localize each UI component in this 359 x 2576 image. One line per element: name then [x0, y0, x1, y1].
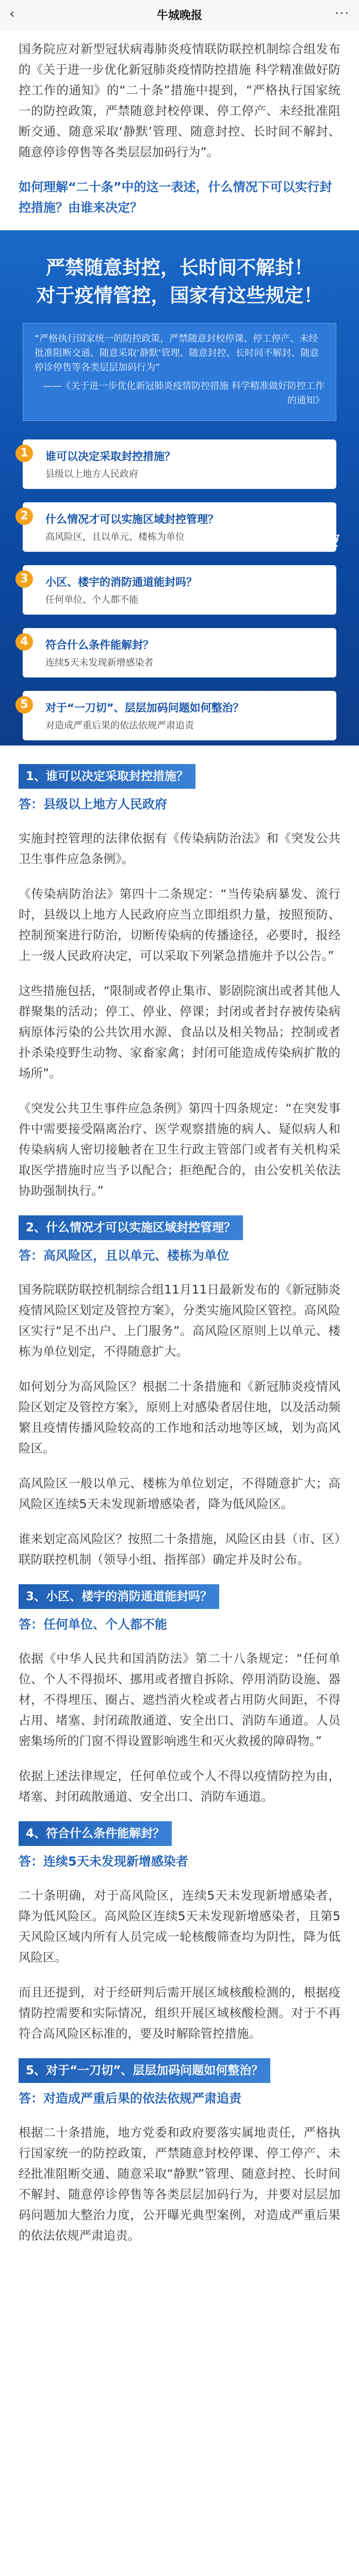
qa-answer: 连续5天未发现新增感染者	[45, 657, 154, 668]
section-paragraph: 而且还提到，对于经研判后需开展区域核酸检测的，根据疫情防控需要和实际情况，组织开展区域核酸检测。对于不再符合高风险区标准的，要及时解除管控措施。	[19, 1985, 340, 2041]
section-4	[19, 1821, 340, 2044]
back-icon[interactable]: ‹	[9, 6, 15, 22]
section-answer: 答：任何单位、个人都不能	[19, 1617, 167, 1632]
page-title: 牛城晚报	[156, 9, 202, 22]
poster-headline-line-1: 严禁随意封控，长时间不解封！	[46, 257, 313, 279]
poster-qa-item	[20, 691, 336, 740]
section-paragraph: 《突发公共卫生事件应急条例》第四十四条规定：“在突发事件中需要接受隔离治疗、医学观察措施的病人、疑似病人和传染病病人密切接触者在卫生行政主管部门或者有关机构采取医学措施时应当予以配合；拒绝配合的，由公安机关依法协助强制执行。”	[19, 1101, 340, 1198]
section-paragraph: 谁来划定高风险区？按照二十条措施，风险区由县（市、区）联防联控机制（领导小组、指挥部）确定并及时公布。	[19, 1532, 340, 1567]
qa-number-badge: 1	[15, 445, 33, 462]
poster-intro-quote: “严格执行国家统一的防控政策，严禁随意封校停课、停工停产、未经批准阻断交通、随意采取‘静默’管理、随意封控、长时间不解封、随意停诊停售等各类层层加码行为”	[35, 333, 319, 373]
qa-question: 谁可以决定采取封控措施？	[45, 450, 175, 463]
section-3	[19, 1584, 340, 1807]
section-1	[19, 764, 340, 1201]
section-answer: 答：县级以上地方人民政府	[19, 797, 167, 811]
section-answer: 答：高风险区，且以单元、楼栋为单位	[19, 1248, 229, 1263]
qa-number-badge: 5	[15, 696, 33, 714]
section-paragraph: 这些措施包括，“限制或者停止集市、影剧院演出或者其他人群聚集的活动；停工、停业、停课；封闭或者封存被传染病病原体污染的公共饮用水源、食品以及相关物品；控制或者扑杀染疫野生动物、家畜家禽；封闭可能造成传染病扩散的场所”。	[19, 984, 340, 1080]
section-2	[19, 1215, 340, 1570]
qa-number-badge: 4	[15, 633, 33, 651]
qa-question: 对于“一刀切”、层层加码问题如何整治？	[45, 702, 244, 714]
qa-answer: 县级以上地方人民政府	[45, 469, 138, 480]
qa-answer: 高风险区，且以单元、楼栋为单位	[45, 532, 185, 543]
section-paragraph: 依据《中华人民共和国消防法》第二十八条规定：“任何单位、个人不得损坏、挪用或者擅自拆除、停用消防设施、器材，不得埋压、圈占、遮挡消火栓或者占用防火间距，不得占用、堵塞、封闭疏散通道、安全出口、消防车通道。人员密集场所的门窗不得设置影响逃生和灭火救援的障碍物。”	[19, 1651, 340, 1748]
qa-answer: 任何单位、个人都不能	[45, 595, 138, 605]
section-paragraph: 《传染病防治法》第四十二条规定：“当传染病暴发、流行时，县级以上地方人民政府应当立即组织力量，按照预防、控制预案进行防治，切断传染病的传播途径，必要时，报经上一级人民政府决定，可以采取下列紧急措施并予以公告。”	[19, 887, 340, 963]
section-title: 3、小区、楼宇的消防通道能封吗？	[19, 1584, 219, 1609]
poster-qa-item	[20, 565, 336, 615]
people-daily-logo: 人民日报	[284, 534, 338, 549]
intro-paragraph: 国务院应对新型冠状病毒肺炎疫情联防联控机制综合组发布的《关于进一步优化新冠肺炎疫情防控措施 科学精准做好防控工作的通知》的“二十条”措施中提到，“严格执行国家统一的防控政策，严禁随意封校停课、停工停产、未经批准阻断交通、随意采取‘静默’管理、随意封控、长时间不解封、随意停诊停售等各类层层加码行为”。	[19, 42, 340, 159]
section-paragraph: 高风险区一般以单元、楼栋为单位划定，不得随意扩大；高风险区连续5天未发现新增感染者，降为低风险区。	[19, 1476, 340, 1511]
section-paragraph: 依据上述法律规定，任何单位或个人不得以疫情防控为由，堵塞、封闭疏散通道、安全出口、消防车通道。	[19, 1769, 340, 1804]
top-bar	[0, 0, 359, 29]
article-body	[0, 29, 359, 2246]
section-title: 1、谁可以决定采取封控措施？	[19, 764, 195, 789]
more-icon[interactable]: ···	[335, 6, 350, 21]
section-title: 4、符合什么条件能解封？	[19, 1821, 172, 1846]
poster-intro	[23, 323, 336, 421]
section-paragraph: 国务院联防联控机制综合组11月11日最新发布的《新冠肺炎疫情风险区划定及管控方案》，分类实施风险区管控。高风险区实行“足不出户、上门服务”。高风险区原则上以单元、楼栋为单位划定，不得随意扩大。	[19, 1282, 340, 1359]
poster-headline-line-2: 对于疫情管控，国家有这些规定！	[36, 284, 323, 307]
qa-answer: 对造成严重后果的依法依规严肃追责	[45, 720, 194, 731]
qa-number-badge: 2	[15, 507, 33, 525]
qa-question: 什么情况才可以实施区域封控管理？	[45, 513, 219, 526]
section-paragraph: 实施封控管理的法律依据有《传染病防治法》和《突发公共卫生事件应急条例》。	[19, 831, 340, 866]
section-answer: 答：对造成严重后果的依法依规严肃追责	[19, 2091, 241, 2106]
section-paragraph: 二十条明确，对于高风险区，连续5天未发现新增感染者，降为低风险区。高风险区连续5天未发现新增感染者，且第5天风险区域内所有人员完成一轮核酸筛查均为阴性，降为低风险区。	[19, 1888, 340, 1964]
section-paragraph: 根据二十条措施，地方党委和政府要落实属地责任，严格执行国家统一的防控政策，严禁随意封校停课、停工停产、未经批准阻断交通、随意采取“静默”管理、随意封控、长时间不解封、随意停诊停售等各类层层加码行为，并要对层层加码问题加大整治力度，公开曝光典型案例，对造成严重后果的依法依规严肃追责。	[19, 2125, 340, 2243]
info-poster	[0, 230, 359, 745]
poster-intro-source: ——《关于进一步优化新冠肺炎疫情防控措施 科学精准做好防控工作的通知》	[43, 381, 324, 406]
qa-question: 符合什么条件能解封？	[45, 639, 154, 651]
poster-qa-item	[20, 628, 336, 677]
question-lead: 如何理解“二十条”中的这一表述，什么情况下可以实行封控措施？由谁来决定？	[19, 180, 332, 215]
poster-qa-item	[20, 439, 336, 489]
section-5	[19, 2058, 340, 2246]
section-title: 5、对于“一刀切”、层层加码问题如何整治？	[19, 2058, 270, 2083]
section-title: 2、什么情况才可以实施区域封控管理？	[19, 1215, 243, 1240]
qa-number-badge: 3	[15, 570, 33, 588]
section-paragraph: 如何划分为高风险区？根据二十条措施和《新冠肺炎疫情风险区划定及管控方案》，原则上对感染者居住地，以及活动频繁且疫情传播风险较高的工作地和活动地等区域，划为高风险区。	[19, 1379, 340, 1455]
qa-question: 小区、楼宇的消防通道能封吗？	[45, 576, 197, 588]
section-answer: 答：连续5天未发现新增感染者	[19, 1854, 188, 1869]
poster-headline	[23, 254, 336, 310]
